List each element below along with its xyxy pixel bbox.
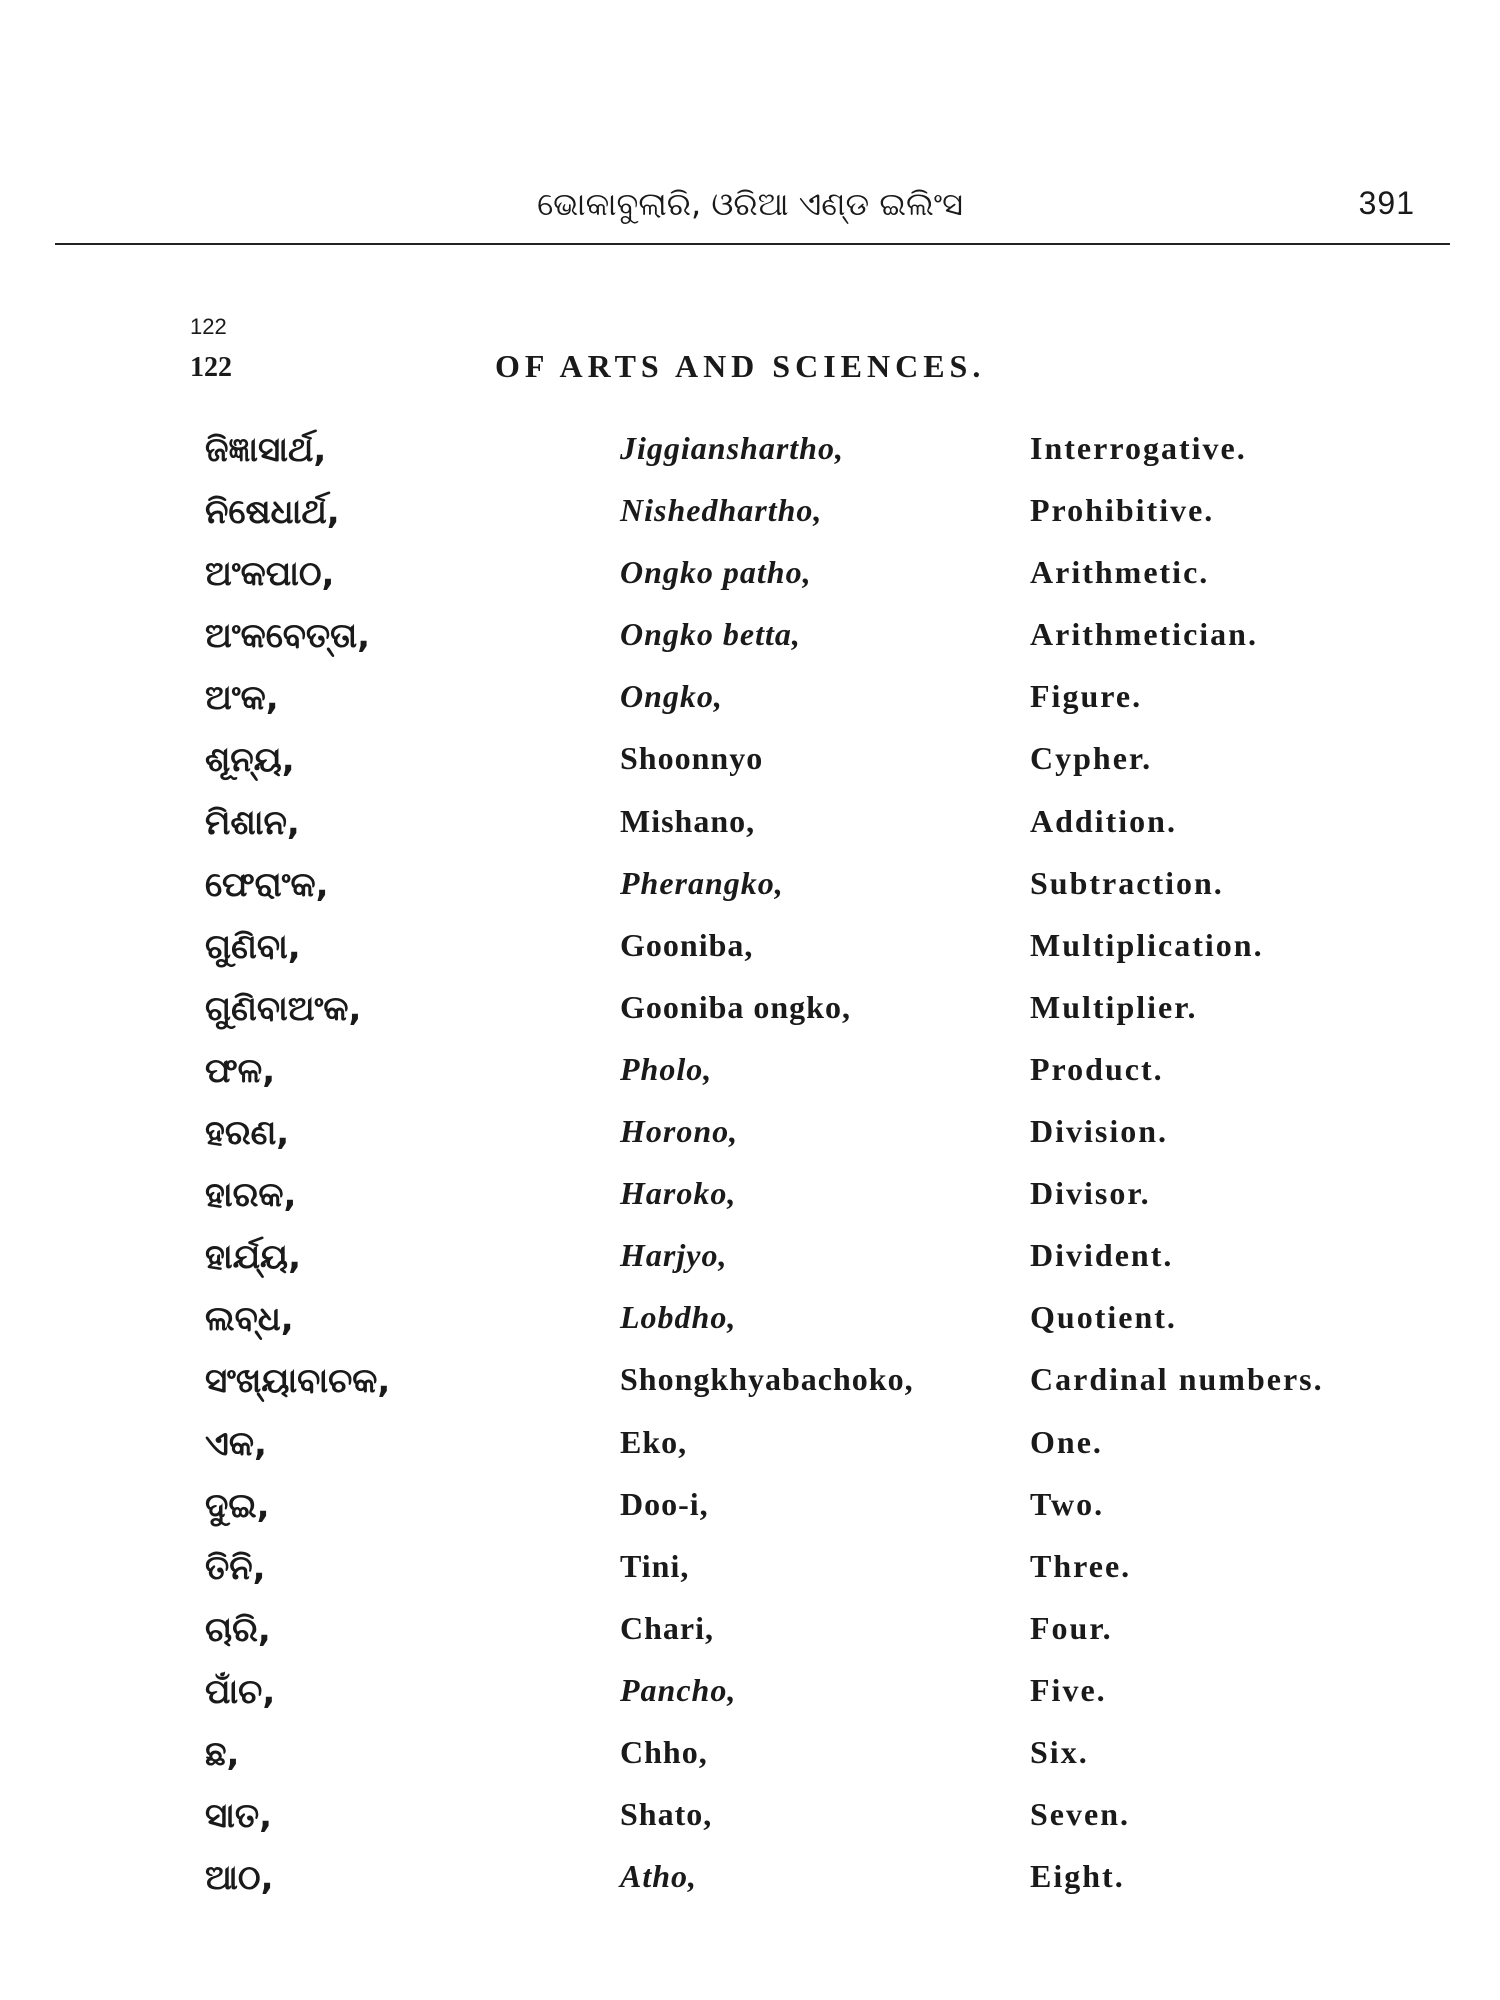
odia-word: ହାର୍ଯ୍ୟ,: [205, 1237, 302, 1278]
odia-word: ପାଁଚ,: [205, 1671, 276, 1712]
odia-word: ଜିଜ୍ଞାସାର୍ଥ,: [205, 430, 327, 470]
odia-word: ଫେରାଂକ,: [205, 864, 329, 905]
english-meaning: Divisor.: [1030, 1175, 1151, 1212]
odia-word: ଗୁଣିବାଅଂକ,: [205, 988, 362, 1029]
english-meaning: Cardinal numbers.: [1030, 1361, 1324, 1398]
transliteration: Ongko,: [620, 678, 723, 715]
vocabulary-entry: [0, 1299, 1500, 1361]
vocabulary-entry: [0, 1734, 1500, 1796]
odia-word: ଆଠ,: [205, 1858, 274, 1899]
transliteration: Pherangko,: [620, 864, 784, 901]
transliteration: Gooniba,: [620, 926, 754, 963]
vocabulary-entry: [0, 1113, 1500, 1175]
english-meaning: Subtraction.: [1030, 864, 1224, 901]
running-header: [0, 185, 1500, 235]
english-meaning: Quotient.: [1030, 1299, 1177, 1336]
english-meaning: Six.: [1030, 1733, 1089, 1770]
transliteration: Shongkhyabachoko,: [620, 1361, 914, 1398]
transliteration: Lobdho,: [620, 1299, 737, 1336]
transliteration: Jiggianshartho,: [620, 430, 844, 466]
vocabulary-list: [0, 430, 1500, 1920]
english-meaning: Divident.: [1030, 1237, 1174, 1274]
vocabulary-entry: [0, 430, 1500, 492]
section-title: OF ARTS AND SCIENCES.: [495, 348, 986, 384]
vocabulary-entry: [0, 989, 1500, 1051]
english-meaning: Arithmetic.: [1030, 554, 1210, 591]
transliteration: Pancho,: [620, 1671, 737, 1708]
english-meaning: Three.: [1030, 1547, 1132, 1584]
english-meaning: Seven.: [1030, 1796, 1130, 1833]
transliteration: Chari,: [620, 1609, 714, 1646]
odia-word: ହରଣ,: [205, 1113, 290, 1154]
english-meaning: Division.: [1030, 1113, 1169, 1150]
transliteration: Atho,: [620, 1858, 698, 1895]
transliteration: Shato,: [620, 1796, 713, 1833]
odia-word: ଲବ୍ଧ,: [205, 1299, 294, 1340]
vocabulary-entry: [0, 927, 1500, 989]
vocabulary-entry: [0, 1486, 1500, 1548]
odia-word: ଛ,: [205, 1733, 240, 1774]
vocabulary-entry: [0, 554, 1500, 616]
vocabulary-entry: [0, 616, 1500, 678]
odia-word: ସଂଖ୍ୟାବାଚକ,: [205, 1361, 391, 1402]
english-meaning: Two.: [1030, 1485, 1105, 1522]
english-meaning: Prohibitive.: [1030, 492, 1215, 529]
english-meaning: Product.: [1030, 1050, 1164, 1087]
odia-word: ଅଂକ,: [205, 678, 279, 719]
transliteration: Eko,: [620, 1423, 688, 1460]
odia-word: ହାରକ,: [205, 1175, 297, 1216]
vocabulary-entry: [0, 1051, 1500, 1113]
vocabulary-entry: [0, 1548, 1500, 1610]
english-meaning: Multiplier.: [1030, 988, 1198, 1025]
running-title: ଭୋକାବୁଲାରି, ଓରିଆ ଏଣ୍ଡ ଇଲିଂସ: [537, 185, 963, 223]
odia-word: ଫଳ,: [205, 1050, 276, 1091]
transliteration: Nishedhartho,: [620, 492, 823, 529]
vocabulary-entry: [0, 1175, 1500, 1237]
original-page-number: 122: [190, 352, 232, 383]
header-rule: [55, 243, 1450, 245]
odia-word: ନିଷେଧାର୍ଥ,: [205, 492, 340, 533]
odia-word: ଦୁଇ,: [205, 1485, 270, 1526]
odia-word: ସାତ,: [205, 1796, 273, 1837]
vocabulary-entry: [0, 1610, 1500, 1672]
transliteration: Haroko,: [620, 1175, 737, 1212]
odia-word: ଚାରି,: [205, 1609, 271, 1650]
english-meaning: One.: [1030, 1423, 1103, 1460]
transliteration: Harjyo,: [620, 1237, 728, 1274]
transliteration: Ongko patho,: [620, 554, 812, 591]
english-meaning: Cypher.: [1030, 740, 1153, 777]
vocabulary-entry: [0, 740, 1500, 802]
vocabulary-entry: [0, 1237, 1500, 1299]
odia-word: ଅଂକବେତ୍ତା,: [205, 616, 371, 657]
vocabulary-entry: [0, 1361, 1500, 1423]
odia-word: ତିନି,: [205, 1547, 266, 1588]
transliteration: Chho,: [620, 1733, 708, 1770]
vocabulary-entry: [0, 1672, 1500, 1734]
original-page-label: 122: [190, 314, 227, 339]
vocabulary-entry: [0, 1424, 1500, 1486]
english-meaning: Addition.: [1030, 802, 1177, 839]
english-meaning: Eight.: [1030, 1858, 1125, 1895]
vocabulary-entry: [0, 1858, 1500, 1920]
transliteration: Gooniba ongko,: [620, 988, 851, 1025]
transliteration: Horono,: [620, 1113, 739, 1150]
odia-word: ଗୁଣିବା,: [205, 926, 301, 967]
transliteration: Mishano,: [620, 802, 756, 839]
transliteration: Ongko betta,: [620, 616, 801, 653]
vocabulary-entry: [0, 678, 1500, 740]
english-meaning: Four.: [1030, 1609, 1113, 1646]
english-meaning: Five.: [1030, 1671, 1107, 1708]
transliteration: Pholo,: [620, 1050, 713, 1087]
english-meaning: Figure.: [1030, 678, 1143, 715]
odia-word: ଶୂନ୍ୟ,: [205, 740, 295, 781]
vocabulary-entry: [0, 492, 1500, 554]
english-meaning: Arithmetician.: [1030, 616, 1258, 653]
english-meaning: Multiplication.: [1030, 926, 1264, 963]
odia-word: ଅଂକପାଠ,: [205, 554, 335, 595]
transliteration: Tini,: [620, 1547, 690, 1584]
vocabulary-entry: [0, 1796, 1500, 1858]
vocabulary-entry: [0, 803, 1500, 865]
vocabulary-entry: [0, 865, 1500, 927]
page-number: 391: [1358, 185, 1415, 221]
english-meaning: Interrogative.: [1030, 430, 1247, 466]
transliteration: Shoonnyo: [620, 740, 764, 777]
transliteration: Doo-i,: [620, 1485, 709, 1522]
odia-word: ଏକ,: [205, 1423, 267, 1464]
odia-word: ମିଶାନ,: [205, 802, 300, 843]
